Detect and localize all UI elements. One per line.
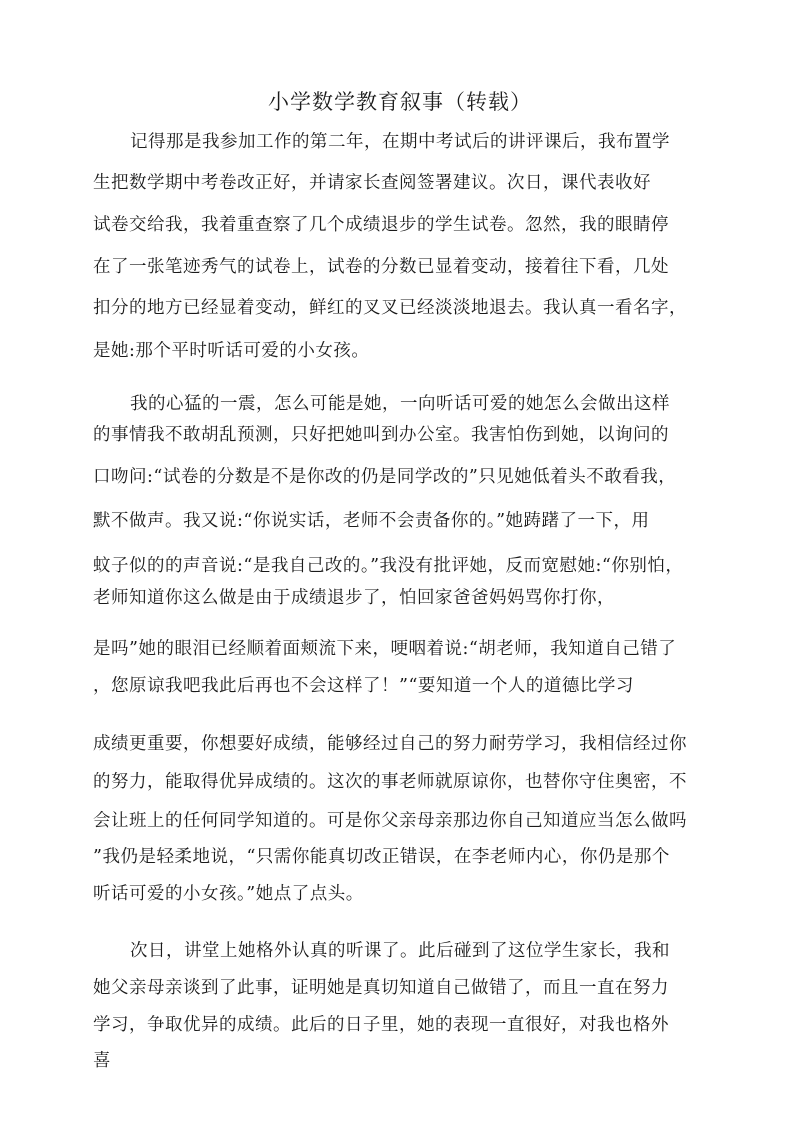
text-line: 的事情我不敢胡乱预测，只好把她叫到办公室。我害怕伤到她，以询问的 — [93, 425, 669, 445]
text-line: 次日，讲堂上她格外认真的听课了。此后碰到了这位学生家长，我和 — [130, 941, 670, 961]
text-line: 老师知道你这么做是由于成绩退步了，怕回家爸爸妈妈骂你打你， — [93, 588, 615, 608]
text-line: 听话可爱的小女孩。”她点了点头。 — [93, 884, 364, 904]
text-line: 蚊子似的的声音说:“是我自己改的。”我没有批评她，反而宽慰她:“你别怕， — [93, 556, 684, 576]
text-line: 她父亲母亲谈到了此事，证明她是真切知道自己做错了，而且一直在努力 — [93, 978, 669, 998]
text-line: 喜 — [93, 1051, 111, 1071]
text-line: 记得那是我参加工作的第二年，在期中考试后的讲评课后，我布置学 — [130, 132, 670, 152]
text-line: 扣分的地方已经显着变动，鲜红的叉叉已经淡淡地退去。我认真一看名字， — [93, 298, 687, 318]
text-line: 生把数学期中考卷改正好，并请家长查阅签署建议。次日，课代表收好 — [93, 173, 651, 193]
text-line: 试卷交给我，我着重查察了几个成绩退步的学生试卷。忽然，我的眼睛停 — [93, 215, 669, 235]
text-line: 我的心猛的一震，怎么可能是她，一向听话可爱的她怎么会做出这样 — [130, 394, 670, 414]
text-line: 在了一张笔迹秀气的试卷上，试卷的分数已显着变动，接着往下看，几处 — [93, 257, 669, 277]
text-line: 是她:那个平时听话可爱的小女孩。 — [93, 341, 370, 361]
page-title: 小学数学教育叙事（转载） — [268, 90, 532, 114]
text-line: 学习，争取优异的成绩。此后的日子里，她的表现一直很好，对我也格外 — [93, 1015, 669, 1035]
text-line: 口吻问:“试卷的分数是不是你改的仍是同学改的”只见她低着头不敢看我， — [93, 467, 677, 487]
text-line: ”我仍是轻柔地说，“只需你能真切改正错误，在李老师内心，你仍是那个 — [93, 847, 670, 867]
text-line: 是吗”她的眼泪已经顺着面颊流下来，哽咽着说:“胡老师，我知道自己错了 — [93, 639, 677, 659]
text-line: 会让班上的任何同学知道的。可是你父亲母亲那边你自己知道应当怎么做吗 — [93, 811, 687, 831]
text-line: 默不做声。我又说:“你说实话，老师不会责备你的。”她踌躇了一下，用 — [93, 511, 650, 531]
text-line: 成绩更重要，你想要好成绩，能够经过自己的努力耐劳学习，我相信经过你 — [93, 734, 687, 754]
text-line: ，您原谅我吧我此后再也不会这样了！”“要知道一个人的道德比学习 — [93, 676, 634, 696]
text-line: 的努力，能取得优异成绩的。这次的事老师就原谅你，也替你守住奥密，不 — [93, 772, 687, 792]
